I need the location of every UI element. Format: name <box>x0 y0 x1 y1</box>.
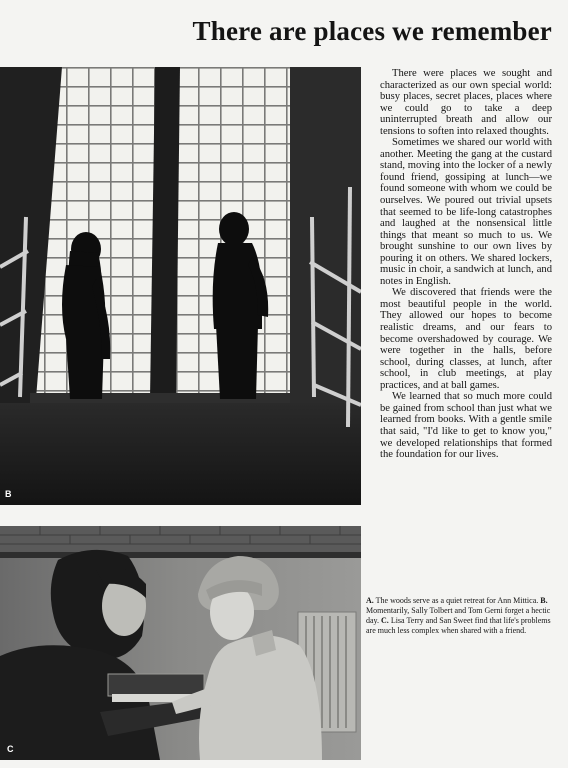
caption-b-key: B. <box>540 596 548 605</box>
article-paragraph: Sometimes we shared our world with another. Meeting the gang at the custard stand, moving into the locker of a newly found friend, gossiping at lunch—we found someone with whom we could be ourselves. We poured out trivial upsets that seemed to be life-long catastrophes and laughed at the nonsensical little things that meant so much to us. We brought sunshine to our own lives by pouring it on others. We shared lockers, music in choir, a sandwich at lunch, and notes in English. <box>380 137 552 287</box>
photo-c-image <box>0 526 361 760</box>
caption-c-text: Lisa Terry and San Sweet find that life's problems are much less complex when shared with a friend. <box>366 616 551 635</box>
caption-a-key: A. <box>366 596 374 605</box>
photo-c-two-friends <box>0 526 361 760</box>
page-title: There are places we remember <box>192 16 552 46</box>
caption-c-key: C. <box>381 616 389 625</box>
caption-a-text: The woods serve as a quiet retreat for Ann Mittica. <box>375 596 539 605</box>
article-paragraph: There were places we sought and characterized as our own special world: busy places, secret places, places where we could go to take a deep uninterrupted breath and allow our tensions to soften into relaxed thoughts. <box>380 68 552 137</box>
photo-b-image <box>0 67 361 505</box>
article-paragraph: We discovered that friends were the most beautiful people in the world. They allowed our hopes to become realistic dreams, and our fears to become overshadowed by courage. We were together in the halls, before school, during classes, at lunch, after school, in club meetings, at play practices, and at ball games. <box>380 287 552 391</box>
photo-c-label: C <box>7 744 14 754</box>
caption-b-text: Momentarily, Sally Tolbert and Tom Gerni forget a hectic day. <box>366 606 551 625</box>
photo-b-label: B <box>5 489 12 499</box>
photo-captions <box>366 596 554 636</box>
photo-b-window-silhouettes <box>0 67 361 505</box>
article-body <box>380 68 552 461</box>
article-paragraph: We learned that so much more could be gained from school than just what we learned from books. With a gentle smile that said, "I'd like to get to know you," we developed relationships that formed the foundation for our lives. <box>380 391 552 461</box>
